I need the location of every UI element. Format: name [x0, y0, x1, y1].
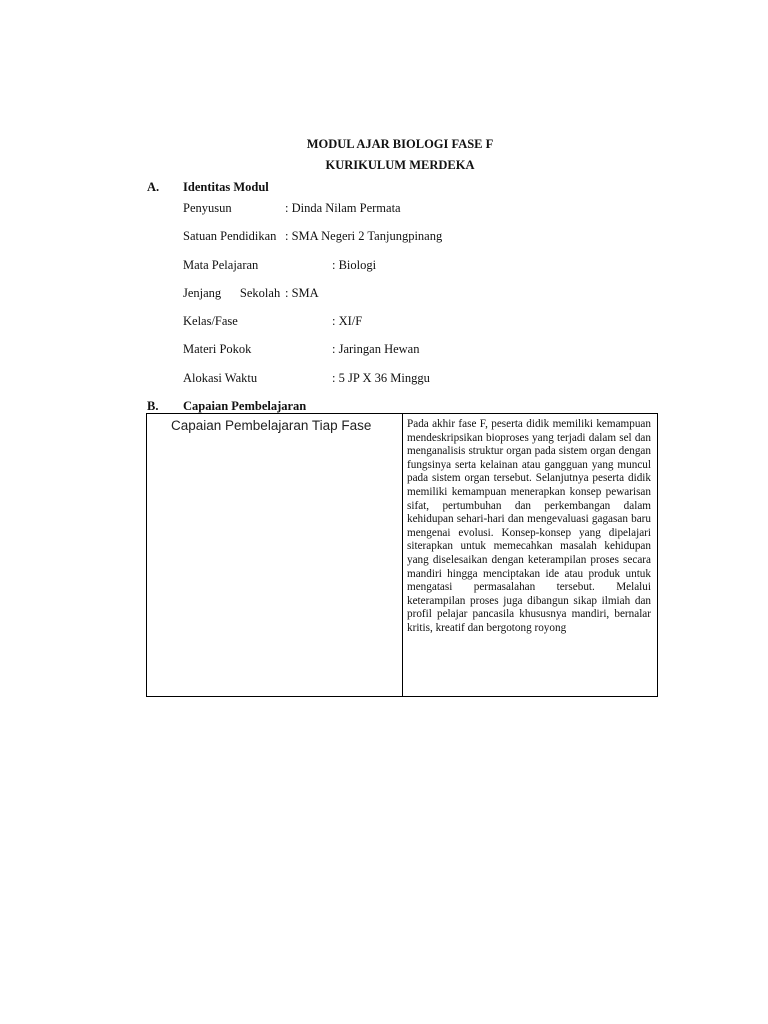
document-subtitle: KURIKULUM MERDEKA	[325, 158, 475, 172]
identity-value-mata-pelajaran: : Biologi	[332, 258, 377, 272]
identity-label-satuan-pendidikan: Satuan Pendidikan	[183, 229, 277, 243]
identity-value-penyusun: : Dinda Nilam Permata	[285, 201, 401, 215]
section-b-title: Capaian Pembelajaran	[183, 399, 307, 413]
identity-label-kelas-fase: Kelas/Fase	[183, 314, 238, 328]
identity-label-mata-pelajaran: Mata Pelajaran	[183, 258, 259, 272]
capaian-pembelajaran-table	[146, 413, 658, 697]
identity-value-kelas-fase: : XI/F	[332, 314, 363, 328]
document-title: MODUL AJAR BIOLOGI FASE F	[306, 137, 494, 151]
section-b-letter: B.	[147, 399, 159, 413]
table-header-cell	[147, 414, 403, 696]
identity-label-jenjang-sekolah: Jenjang Sekolah	[183, 286, 281, 300]
identity-label-materi-pokok: Materi Pokok	[183, 342, 252, 356]
identity-value-materi-pokok: : Jaringan Hewan	[332, 342, 420, 356]
identity-value-alokasi-waktu: : 5 JP X 36 Minggu	[332, 371, 430, 385]
section-a-letter: A.	[147, 180, 160, 194]
identity-value-jenjang-sekolah: : SMA	[285, 286, 319, 300]
identity-value-satuan-pendidikan: : SMA Negeri 2 Tanjungpinang	[285, 229, 443, 243]
section-a-title: Identitas Modul	[183, 180, 269, 194]
table-header-label: Capaian Pembelajaran Tiap Fase	[171, 418, 372, 433]
identity-label-alokasi-waktu: Alokasi Waktu	[183, 371, 258, 385]
identity-label-penyusun: Penyusun	[183, 201, 232, 215]
table-content-cell: Pada akhir fase F, peserta didik memiliki kemampuan mendeskripsikan bioproses yang terjadi dalam sel dan menganalisis struktur organ pada sistem organ dengan fungsinya serta kelainan atau gangguan yang muncul pada sistem organ tersebut. Selanjutnya peserta didik memiliki kemampuan menerapkan konsep pewarisan sifat, pertumbuhan dan perkembangan dalam kehidupan sehari-hari dan mengevaluasi gagasan baru mengenai evolusi. Konsep-konsep yang dipelajari siterapkan untuk memecahkan masalah kehidupan yang diselesaikan dengan keterampilan proses secara mandiri hingga menciptakan ide atau produk untuk mengatasi permasalahan tersebut. Melalui keterampilan proses juga dibangun sikap ilmiah dan profil pelajar pancasila khususnya mandiri, bernalar kritis, kreatif dan bergotong royong	[407, 418, 651, 634]
